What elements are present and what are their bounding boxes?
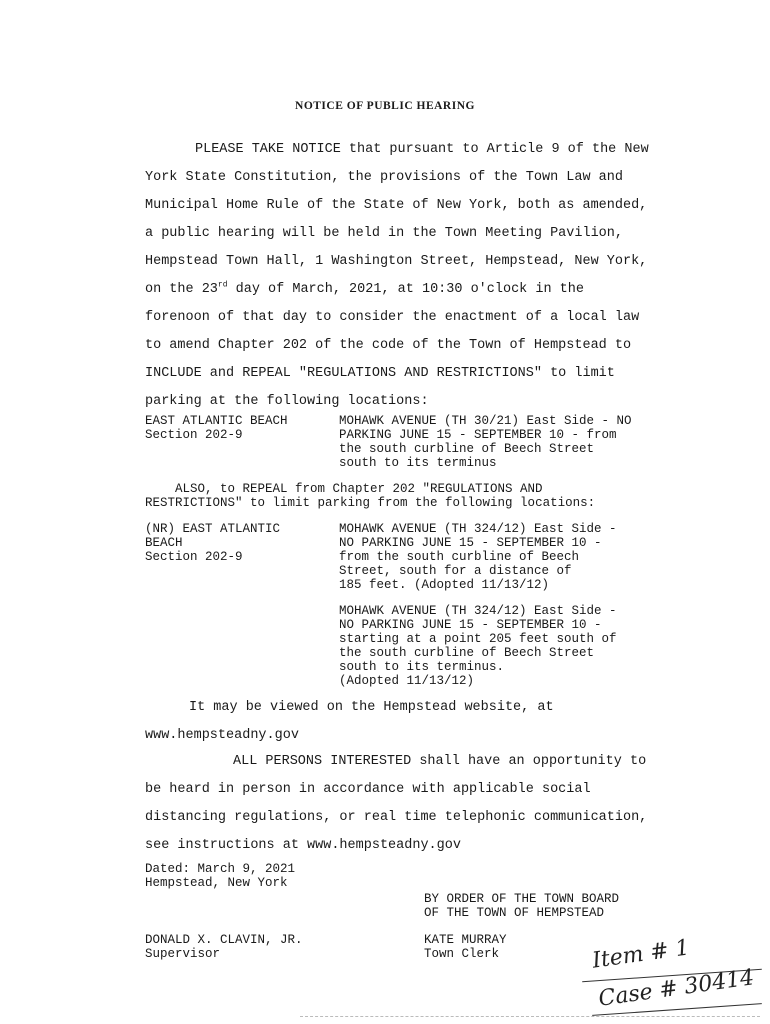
include-location-2: Section 202-9 [145,428,243,442]
website-url: www.hempsteadny.gov [145,728,299,743]
clerk-name: KATE MURRAY [424,933,507,947]
repeal-location-1: (NR) EAST ATLANTIC [145,522,281,536]
hearing-date-suffix: rd [217,280,228,290]
intro-line-1: PLEASE TAKE NOTICE that pursuant to Article 9 of the New [195,142,649,157]
repeal-description-1-line-2: NO PARKING JUNE 15 - SEPTEMBER 10 - [339,536,602,550]
repeal-description-2-line-5: south to its terminus. [339,660,505,674]
repeal-description-2-line-1: MOHAWK AVENUE (TH 324/12) East Side - [339,604,617,618]
handwritten-item-number: Item # 1 [590,935,692,974]
include-description-1: MOHAWK AVENUE (TH 30/21) East Side - NO [339,414,632,428]
persons-line-1: ALL PERSONS INTERESTED shall have an opportunity to [233,754,647,769]
hearing-date-post: day of March, 2021, at 10:30 o'clock in the [227,282,584,297]
intro-line-10: parking at the following locations: [145,394,429,409]
persons-line-3: distancing regulations, or real time telephonic communication, [145,810,648,825]
repeal-description-1-line-5: 185 feet. (Adopted 11/13/12) [339,578,550,592]
hearing-date-line [145,282,584,297]
hearing-date-pre: on the 23 [145,282,218,297]
repeal-description-2-line-3: starting at a point 205 feet south of [339,632,617,646]
intro-line-2: York State Constitution, the provisions of the Town Law and [145,170,623,185]
repeal-location-2: BEACH [145,536,183,550]
scan-artifact-line [300,1016,760,1017]
persons-line-2: be heard in person in accordance with applicable social [145,782,591,797]
clerk-title: Town Clerk [424,947,500,961]
include-description-3: the south curbline of Beech Street [339,442,595,456]
include-description-4: south to its terminus [339,456,497,470]
intro-line-3: Municipal Home Rule of the State of New York, both as amended, [145,198,648,213]
place-line: Hempstead, New York [145,876,288,890]
repeal-description-2-line-4: the south curbline of Beech Street [339,646,595,660]
repeal-description-1-line-3: from the south curbline of Beech [339,550,580,564]
supervisor-name: DONALD X. CLAVIN, JR. [145,933,303,947]
persons-line-4: see instructions at www.hempsteadny.gov [145,838,461,853]
intro-line-5: Hempstead Town Hall, 1 Washington Street, Hempstead, New York, [145,254,648,269]
notice-title: NOTICE OF PUBLIC HEARING [295,100,475,112]
repeal-description-1-line-1: MOHAWK AVENUE (TH 324/12) East Side - [339,522,617,536]
intro-line-9: INCLUDE and REPEAL "REGULATIONS AND RESTRICTIONS" to limit [145,366,615,381]
include-location-1: EAST ATLANTIC BEACH [145,414,288,428]
repeal-description-1-line-4: Street, south for a distance of [339,564,572,578]
handwritten-case-number: Case # 30414 [597,965,756,1012]
repeal-location-3: Section 202-9 [145,550,243,564]
intro-line-4: a public hearing will be held in the Town Meeting Pavilion, [145,226,623,241]
repeal-description-2-line-6: (Adopted 11/13/12) [339,674,475,688]
include-description-2: PARKING JUNE 15 - SEPTEMBER 10 - from [339,428,617,442]
dated-line: Dated: March 9, 2021 [145,862,296,876]
website-line-1: It may be viewed on the Hempstead website, at [189,700,554,715]
repeal-line-1: ALSO, to REPEAL from Chapter 202 "REGULATIONS AND [175,482,543,496]
order-line-2: OF THE TOWN OF HEMPSTEAD [424,906,605,920]
order-line-1: BY ORDER OF THE TOWN BOARD [424,892,620,906]
intro-line-7: forenoon of that day to consider the enactment of a local law [145,310,640,325]
repeal-description-2-line-2: NO PARKING JUNE 15 - SEPTEMBER 10 - [339,618,602,632]
intro-line-8: to amend Chapter 202 of the code of the Town of Hempstead to [145,338,632,353]
supervisor-title: Supervisor [145,947,221,961]
repeal-line-2: RESTRICTIONS" to limit parking from the following locations: [145,496,596,510]
